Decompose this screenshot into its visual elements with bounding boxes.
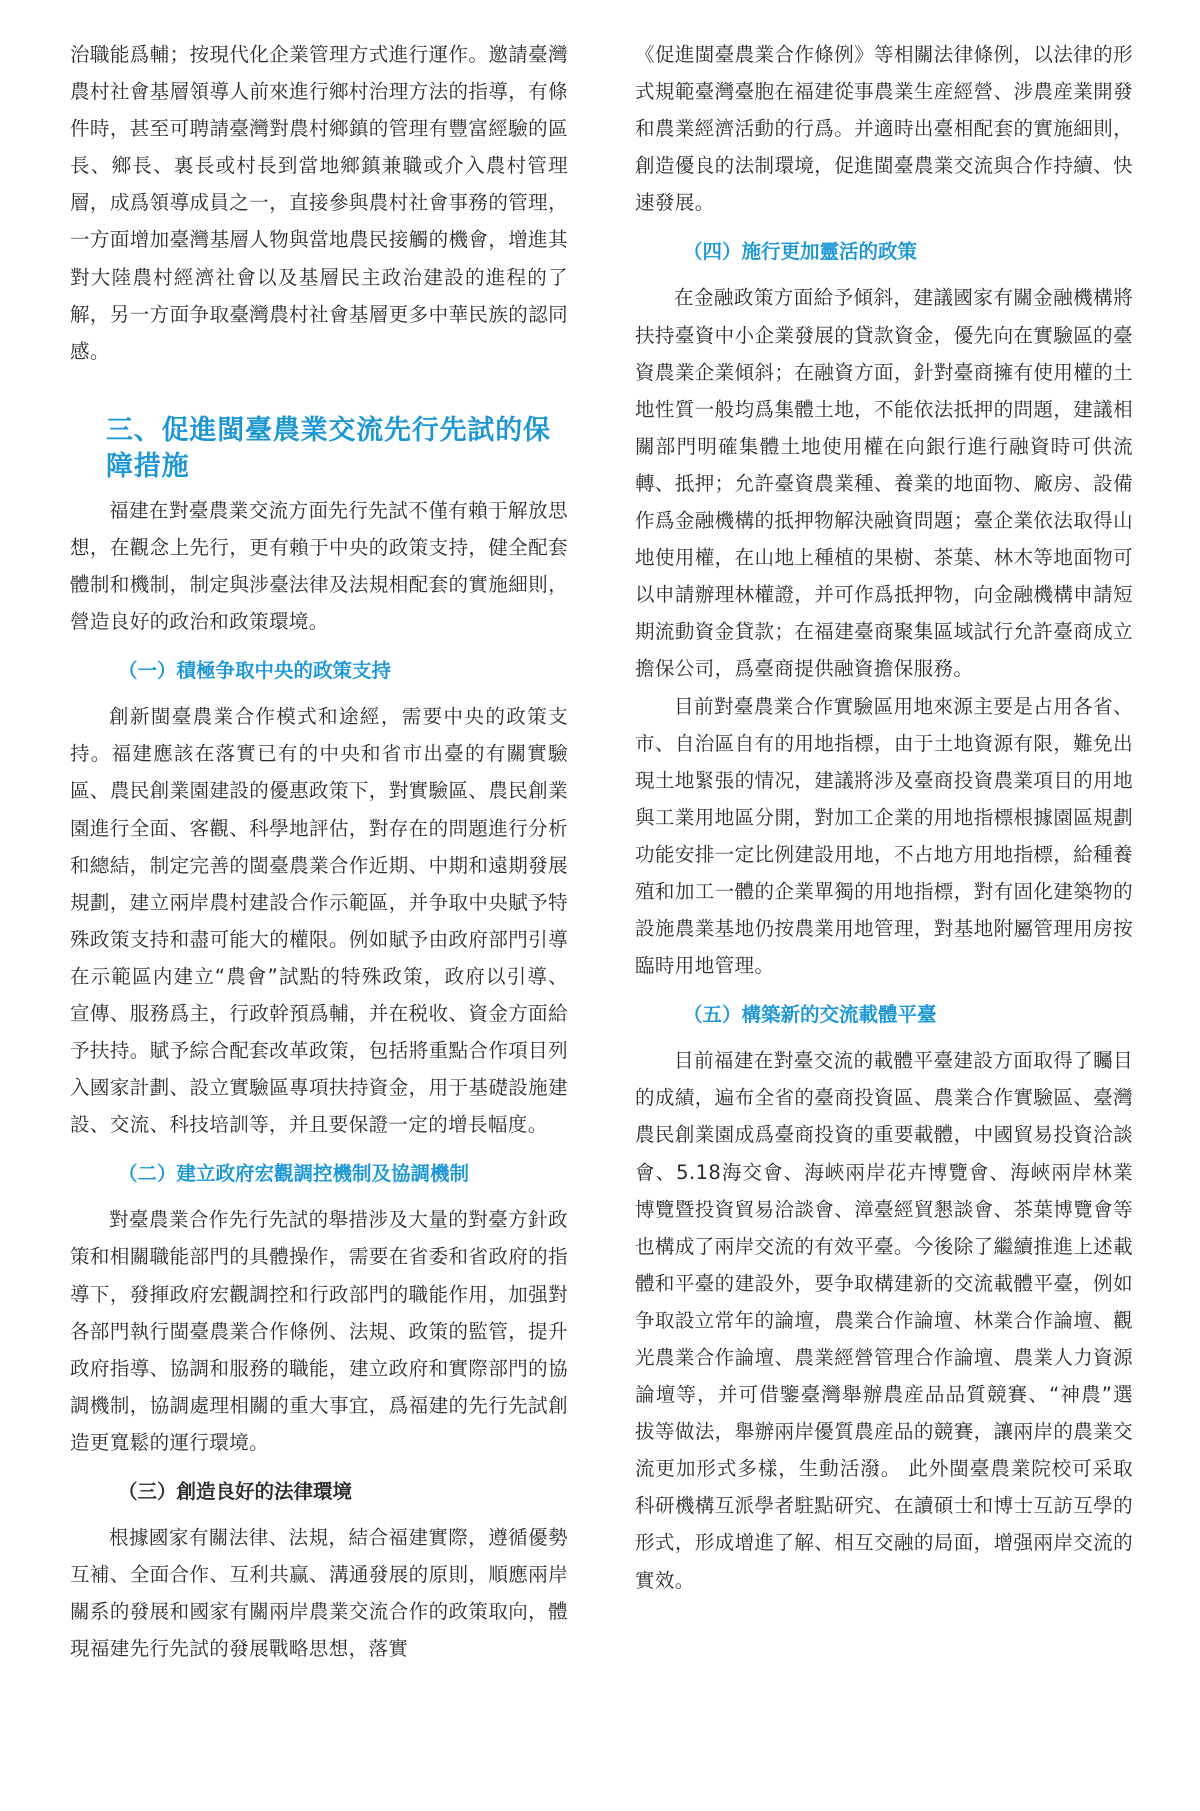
subsection-4-text-1: 在金融政策方面給予傾斜，建議國家有關金融機構將扶持臺資中小企業發展的貸款資金，優先向在實驗區的臺資農業企業傾斜；在融資方面，針對臺商擁有使用權的土地性質一般均爲集體土地，不能依法抵押的問題，建議相關部門明確集體土地使用權在向銀行進行融資時可供流轉、抵押；允許臺資農業種、養業的地面物、廠房、設備作爲金融機構的抵押物解決融資問題；臺企業依法取得山地使用權，在山地上種植的果樹、茶葉、林木等地面物可以申請辦理林權證，并可作爲抵押物，向金融機構申請短期流動資金貸款；在福建臺商聚集區域試行允許臺商成立擔保公司，爲臺商提供融資擔保服務。	[635, 286, 1133, 681]
right-column	[635, 36, 1133, 1599]
paragraph-continued: 治職能爲輔；按現代化企業管理方式進行運作。邀請臺灣農村社會基層領導人前來進行鄉村治理方法的指導，有條件時，甚至可聘請臺灣對農村鄉鎮的管理有豐富經驗的區長、鄉長、裏長或村長到當地鄉鎮兼職或介入農村管理層，成爲領導成員之一，直接參與農村社會事務的管理，一方面增加臺灣基層人物與當地農民接觸的機會，增進其對大陸農村經濟社會以及基層民主政治建設的進程的了解，另一方面争取臺灣農村社會基層更多中華民族的認同感。	[70, 43, 568, 363]
left-column	[70, 36, 568, 1667]
subsection-5-text: 目前福建在對臺交流的載體平臺建設方面取得了矚目的成績，遍布全省的臺商投資區、農業合作實驗區、臺灣農民創業園成爲臺商投資的重要載體，中國貿易投資洽談會、5.18海交會、海峽兩岸花卉博覽會、海峽兩岸林業博覽暨投資貿易洽談會、漳臺經貿懇談會、茶葉博覽會等也構成了兩岸交流的有效平臺。今後除了繼續推進上述載體和平臺的建設外，要争取構建新的交流載體平臺，例如争取設立常年的論壇，農業合作論壇、林業合作論壇、觀光農業合作論壇、農業經營管理合作論壇、農業人力資源論壇等，并可借鑒臺灣舉辦農産品品質競賽、“神農”選拔等做法，舉辦兩岸優質農産品的競賽，讓兩岸的農業交流更加形式多樣，生動活潑。 此外閩臺農業院校可采取科研機構互派學者駐點研究、在讀碩士和博士互訪互學的形式，形成增進了解、相互交融的局面，增强兩岸交流的實效。	[635, 1049, 1133, 1592]
section-3-intro: 福建在對臺農業交流方面先行先試不僅有賴于解放思想，在觀念上先行，更有賴于中央的政策支持，健全配套體制和機制，制定與涉臺法律及法規相配套的實施細則，營造良好的政治和政策環境。	[70, 498, 568, 634]
paragraph-continued-right: 《促進閩臺農業合作條例》等相關法律條例，以法律的形式規範臺灣臺胞在福建從事農業生産經營、涉農産業開發和農業經濟活動的行爲。并適時出臺相配套的實施細則，創造優良的法制環境，促進閩臺農業交流與合作持續、快速發展。	[635, 43, 1133, 215]
subsection-2-text: 對臺農業合作先行先試的舉措涉及大量的對臺方針政策和相關職能部門的具體操作，需要在省委和省政府的指導下，發揮政府宏觀調控和行政部門的職能作用，加强對各部門執行閩臺農業合作條例、法規、政策的監管，提升政府指導、協調和服務的職能，建立政府和實際部門的協調機制，協調處理相關的重大事宜，爲福建的先行先試創造更寬鬆的運行環境。	[70, 1208, 568, 1454]
subheading-1: （一）積極争取中央的政策支持	[118, 659, 392, 683]
subsection-3-text: 根據國家有關法律、法規，結合福建實際，遵循優勢互補、全面合作、互利共赢、溝通發展的原則，順應兩岸關系的發展和國家有關兩岸農業交流合作的政策取向，體現福建先行先試的發展戰略思想，落實	[70, 1526, 568, 1661]
subheading-2: （二）建立政府宏觀調控機制及協調機制	[118, 1162, 470, 1186]
subsection-4-text-2: 目前對臺農業合作實驗區用地來源主要是占用各省、市、自治區自有的用地指標，由于土地資源有限，難免出現土地緊張的情况，建議將涉及臺商投資農業項目的用地與工業用地區分開，對加工企業的用地指標根據園區規劃功能安排一定比例建設用地，不占地方用地指標，給種養殖和加工一體的企業單獨的用地指標，對有固化建築物的設施農業基地仍按農業用地管理，對基地附屬管理用房按臨時用地管理。	[635, 694, 1133, 978]
subheading-5: （五）構築新的交流載體平臺	[683, 1003, 937, 1027]
subsection-1-text: 創新閩臺農業合作模式和途經，需要中央的政策支持。福建應該在落實已有的中央和省市出臺的有關實驗區、農民創業園建設的優惠政策下，對實驗區、農民創業園進行全面、客觀、科學地評估，對存在的問題進行分析和總結，制定完善的閩臺農業合作近期、中期和遠期發展規劃，建立兩岸農村建設合作示範區，并争取中央賦予特殊政策支持和盡可能大的權限。例如賦予由政府部門引導在示範區内建立“農會”試點的特殊政策，政府以引導、宣傳、服務爲主，行政幹預爲輔，并在税收、資金方面給予扶持。賦予綜合配套改革政策，包括將重點合作項目列入國家計劃、設立實驗區專項扶持資金，用于基礎設施建設、交流、科技培訓等，并且要保證一定的增長幅度。	[70, 705, 568, 1137]
section-heading-3: 三、促進閩臺農業交流先行先試的保障措施	[106, 414, 551, 482]
subheading-4: （四）施行更加靈活的政策	[683, 240, 918, 264]
subheading-3: （三）創造良好的法律環境	[118, 1480, 353, 1503]
